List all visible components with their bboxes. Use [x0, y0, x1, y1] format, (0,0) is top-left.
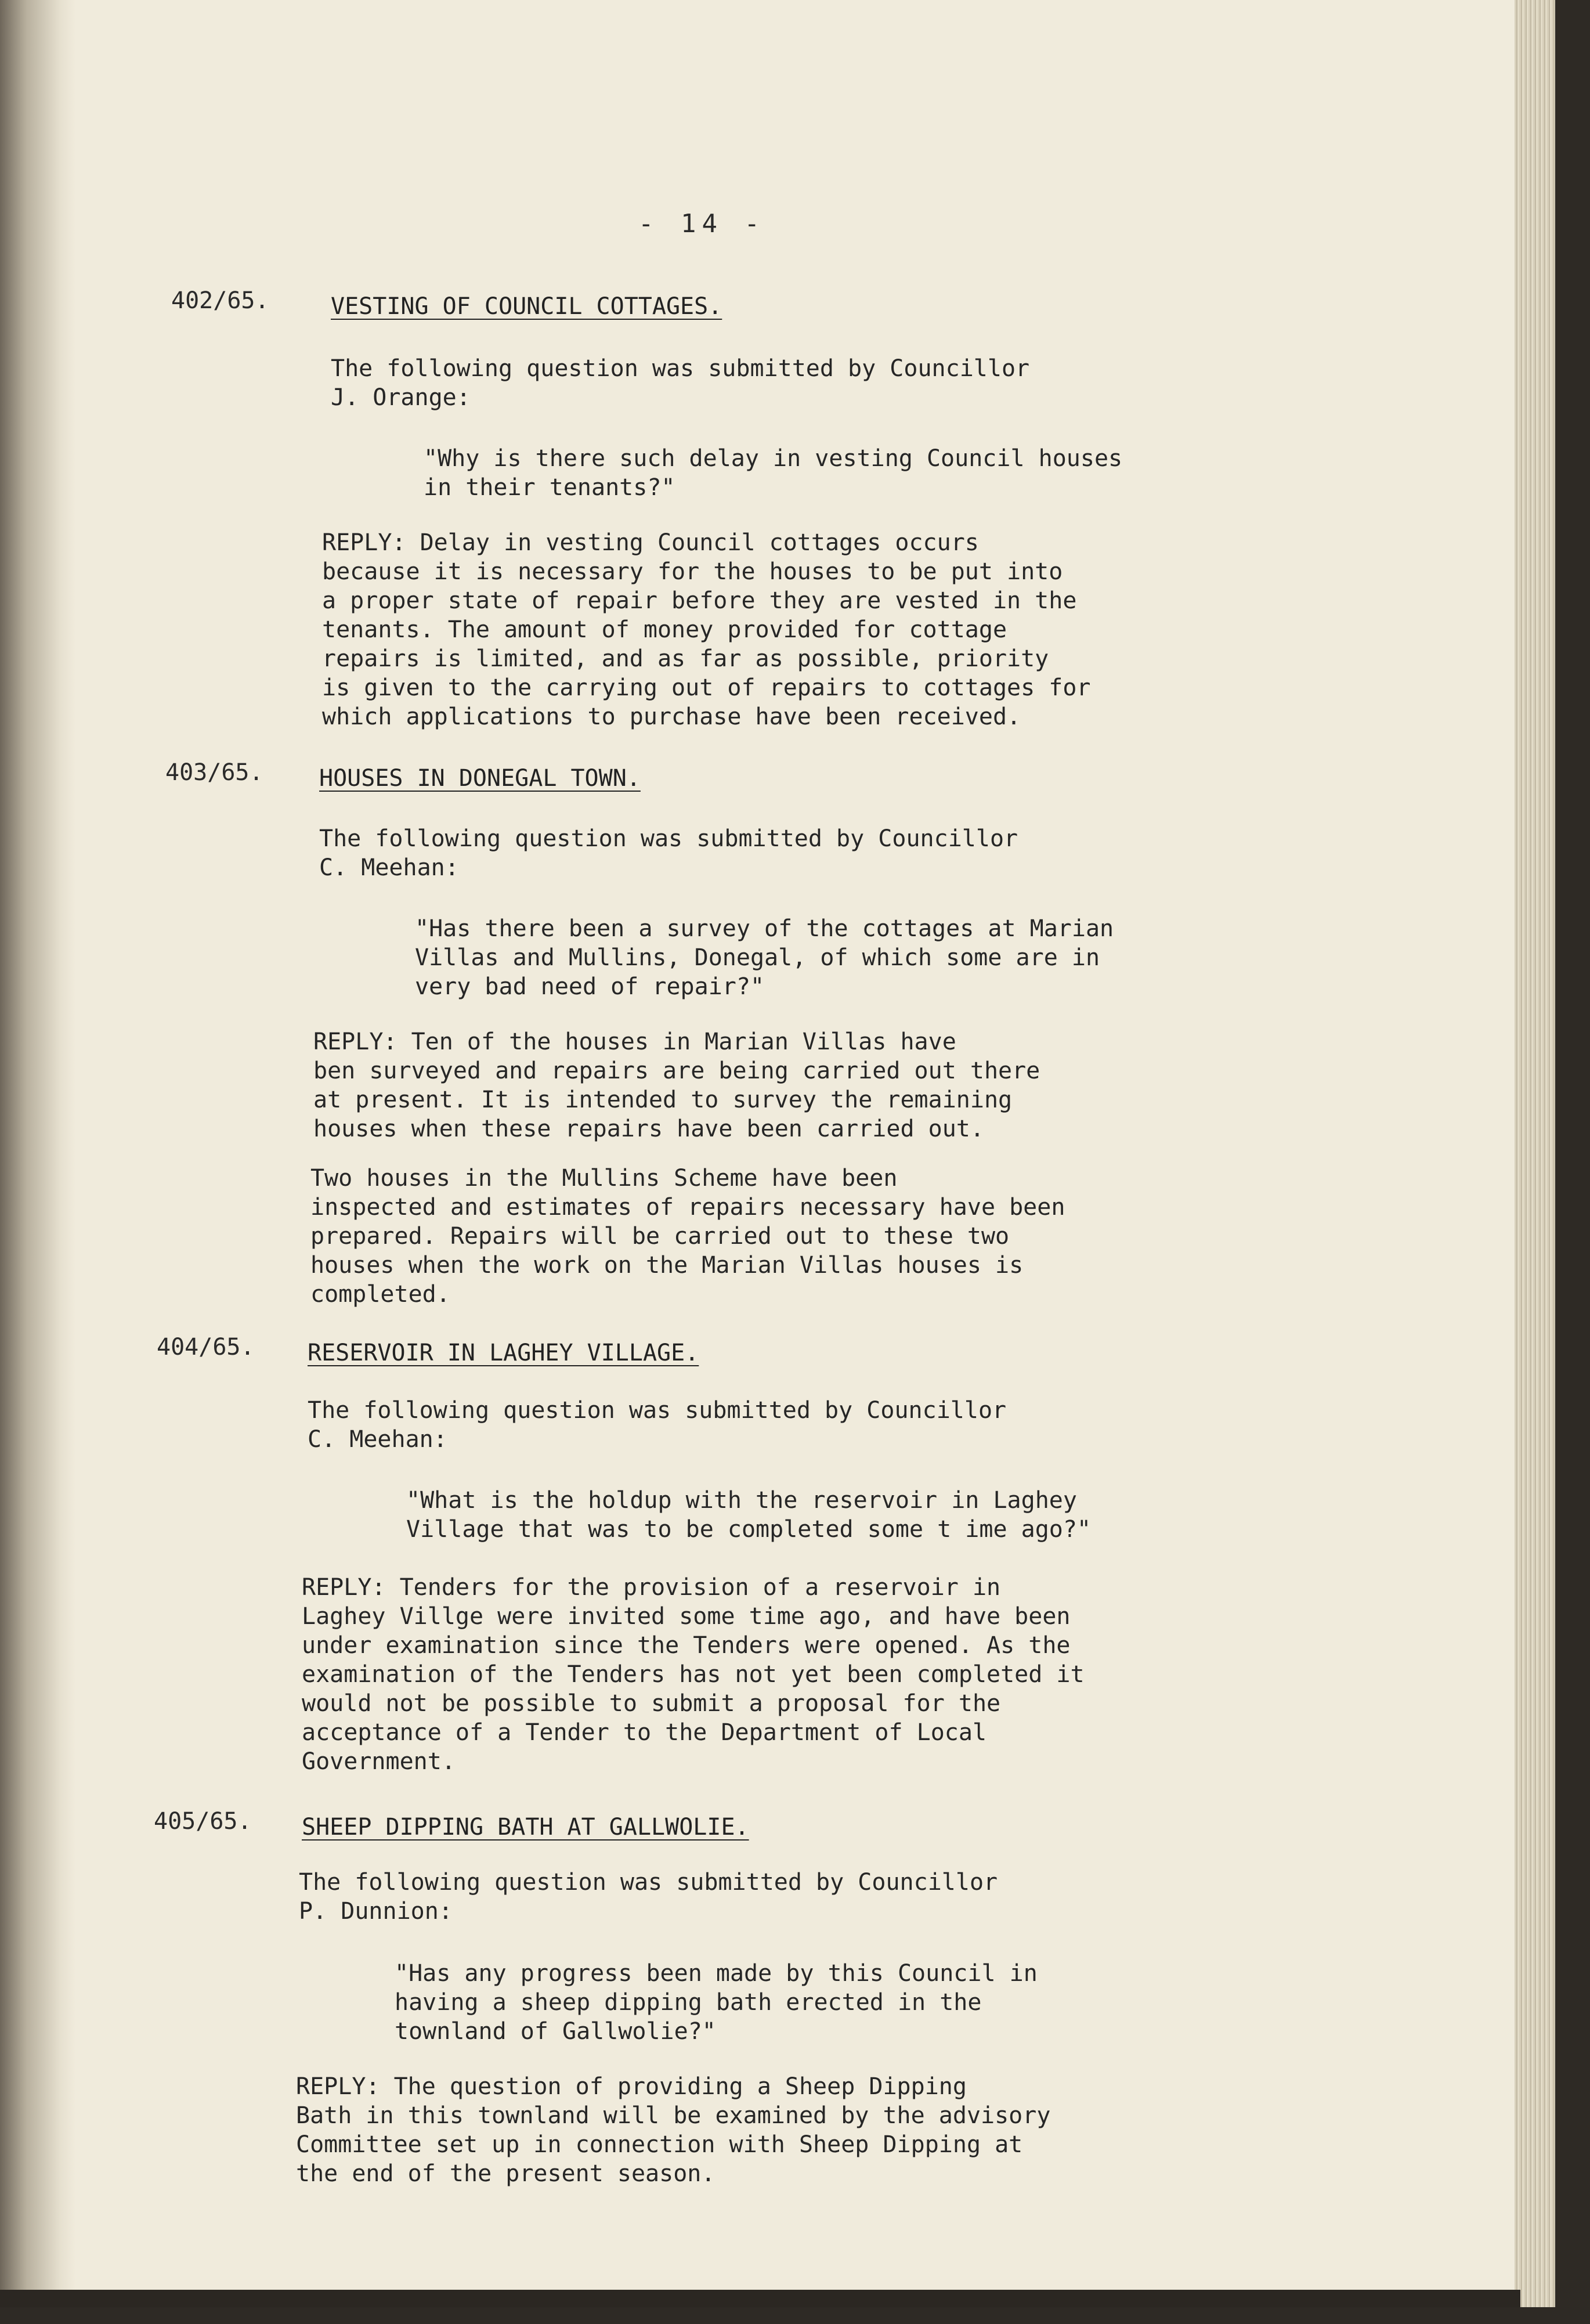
- question-intro: The following question was submitted by Councillor J. Orange:: [331, 355, 1030, 411]
- item-number: 402/65.: [171, 287, 269, 314]
- page-number: - 14 -: [638, 209, 765, 239]
- item-number: 403/65.: [165, 759, 263, 786]
- reply-text: REPLY: Delay in vesting Council cottages occurs because it is necessary for the houses to be put into a proper state of repair before they are vested in the tenants. The amount of money provided for cottage repairs is limited, and as far as possible, priority is given to the carrying out of repairs to cottages for which applications to purchase have been received.: [322, 529, 1091, 730]
- page-edge-stack: [1515, 0, 1555, 2307]
- bottom-shadow: [0, 2290, 1520, 2307]
- section-heading: RESERVOIR IN LAGHEY VILLAGE.: [308, 1340, 699, 1366]
- section-heading: VESTING OF COUNCIL COTTAGES.: [331, 293, 722, 320]
- reply-text-continued: Two houses in the Mullins Scheme have been inspected and estimates of repairs necessary have been prepared. Repairs will be carried out to these two houses when the work on the Marian Villas houses is completed.: [310, 1165, 1065, 1308]
- question-text: "Has there been a survey of the cottages at Marian Villas and Mullins, Donegal, of which some are in very bad need of repair?": [415, 915, 1114, 1000]
- reply-text: REPLY: The question of providing a Sheep Dipping Bath in this townland will be examined by the advisory Committee set up in connection with Sheep Dipping at the end of the present season.: [296, 2073, 1051, 2187]
- question-text: "What is the holdup with the reservoir in Laghey Village that was to be completed some t ime ago?": [406, 1487, 1092, 1543]
- item-number: 405/65.: [154, 1808, 252, 1835]
- reply-text: REPLY: Tenders for the provision of a reservoir in Laghey Villge were invited some time ago, and have been under examination since the Tenders were opened. As the examination of the Tenders has not yet been completed it would not be possible to submit a proposal for the acceptance of a Tender to the Department of Local Government.: [302, 1574, 1085, 1775]
- question-intro: The following question was submitted by Councillor P. Dunnion:: [299, 1869, 998, 1925]
- section-heading: HOUSES IN DONEGAL TOWN.: [319, 765, 641, 792]
- question-intro: The following question was submitted by Councillor C. Meehan:: [319, 825, 1018, 881]
- reply-text: REPLY: Ten of the houses in Marian Villas have ben surveyed and repairs are being carried out there at present. It is intended to survey the remaining houses when these repairs have been carried out.: [313, 1029, 1040, 1142]
- question-text: "Has any progress been made by this Council in having a sheep dipping bath erected in the townland of Gallwolie?": [395, 1960, 1038, 2045]
- question-intro: The following question was submitted by Councillor C. Meehan:: [308, 1397, 1007, 1453]
- question-text: "Why is there such delay in vesting Council houses in their tenants?": [424, 445, 1123, 501]
- item-number: 404/65.: [157, 1334, 255, 1361]
- section-heading: SHEEP DIPPING BATH AT GALLWOLIE.: [302, 1814, 749, 1841]
